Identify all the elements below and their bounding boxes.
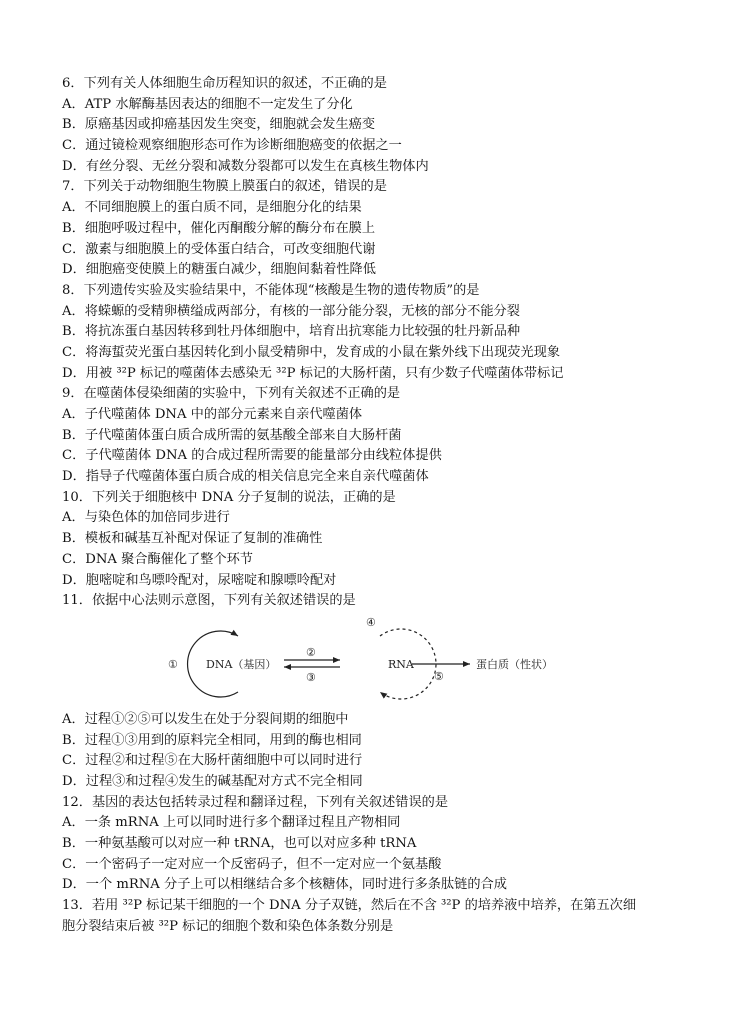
question-stem-line-2: 胞分裂结束后被 ³²P 标记的细胞个数和染色体条数分别是 — [62, 918, 394, 934]
option-a: A．与染色体的加倍同步进行 — [62, 510, 230, 526]
central-dogma-svg — [62, 614, 682, 710]
question-6 — [62, 74, 682, 177]
question-stem: 8．下列遗传实验及实验结果中，不能体现“核酸是生物的遗传物质”的是 — [62, 282, 480, 298]
option-d: D．细胞癌变使膜上的糖蛋白减少，细胞间黏着性降低 — [62, 262, 376, 278]
option-d: D．过程③和过程④发生的碱基配对方式不完全相同 — [62, 773, 363, 789]
option-a: A．将蝾螈的受精卵横缢成两部分，有核的一部分能分裂，无核的部分不能分裂 — [62, 303, 520, 319]
label-process-3: ③ — [306, 670, 316, 684]
option-c: C．将海蜇荧光蛋白基因转化到小鼠受精卵中，发育成的小鼠在紫外线下出现荧光现象 — [62, 344, 561, 360]
option-a: A．过程①②⑤可以发生在处于分裂间期的细胞中 — [62, 711, 349, 727]
question-7 — [62, 177, 682, 280]
option-c: C．子代噬菌体 DNA 的合成过程所需要的能量部分由线粒体提供 — [62, 448, 442, 464]
option-a: A．ATP 水解酶基因表达的细胞不一定发生了分化 — [62, 96, 353, 112]
question-stem: 9．在噬菌体侵染细菌的实验中，下列有关叙述不正确的是 — [62, 386, 401, 402]
option-d: D．胞嘧啶和鸟嘌呤配对，尿嘧啶和腺嘌呤配对 — [62, 572, 337, 588]
option-d: D．一个 mRNA 分子上可以相继结合多个核糖体，同时进行多条肽链的合成 — [62, 877, 507, 893]
option-c: C．激素与细胞膜上的受体蛋白结合，可改变细胞代谢 — [62, 241, 376, 257]
label-protein: 蛋白质（性状） — [476, 657, 553, 671]
question-stem: 7．下列关于动物细胞生物膜上膜蛋白的叙述，错误的是 — [62, 179, 387, 195]
option-b: B．一种氨基酸可以对应一种 tRNA，也可以对应多种 tRNA — [62, 836, 417, 851]
question-13 — [62, 896, 682, 937]
question-list — [62, 74, 682, 937]
question-stem: 6．下列有关人体细胞生命历程知识的叙述，不正确的是 — [62, 76, 387, 91]
option-a: A．一条 mRNA 上可以同时进行多个翻译过程且产物相同 — [62, 815, 401, 831]
option-c: C．一个密码子一定对应一个反密码子，但不一定对应一个氨基酸 — [62, 856, 442, 872]
option-d: D．有丝分裂、无丝分裂和减数分裂都可以发生在真核生物体内 — [62, 158, 429, 174]
question-11 — [62, 591, 682, 792]
option-b: B．细胞呼吸过程中，催化丙酮酸分解的酶分布在膜上 — [62, 220, 376, 236]
label-process-4: ④ — [366, 615, 376, 629]
label-process-5: ⑤ — [434, 669, 444, 683]
central-dogma-diagram — [62, 614, 682, 710]
option-d: D．指导子代噬菌体蛋白质合成的相关信息完全来自亲代噬菌体 — [62, 469, 429, 485]
question-stem-line-1: 13．若用 ³²P 标记某干细胞的一个 DNA 分子双链，然后在不含 ³²P 的培养液中培养，在第五次细 — [62, 898, 637, 914]
option-b: B．子代噬菌体蛋白质合成所需的氨基酸全部来自大肠杆菌 — [62, 427, 402, 443]
question-12 — [62, 793, 682, 896]
option-d: D．用被 ³²P 标记的噬菌体去感染无 ³²P 标记的大肠杆菌，只有少数子代噬菌体带标记 — [62, 365, 564, 381]
option-b: B．将抗冻蛋白基因转移到牡丹体细胞中，培育出抗寒能力比较强的牡丹新品种 — [62, 324, 521, 340]
question-10 — [62, 488, 682, 591]
question-8 — [62, 281, 682, 384]
label-dna: DNA（基因） — [206, 657, 277, 671]
label-process-1: ① — [168, 657, 178, 671]
question-stem: 10．下列关于细胞核中 DNA 分子复制的说法，正确的是 — [62, 489, 396, 505]
option-a: A．子代噬菌体 DNA 中的部分元素来自亲代噬菌体 — [62, 407, 363, 422]
option-a: A．不同细胞膜上的蛋白质不同，是细胞分化的结果 — [62, 200, 362, 216]
option-b: B．原癌基因或抑癌基因发生突变，细胞就会发生癌变 — [62, 117, 376, 133]
question-stem: 11．依据中心法则示意图，下列有关叙述错误的是 — [62, 593, 356, 609]
option-b: B．过程①③用到的原料完全相同，用到的酶也相同 — [62, 732, 362, 748]
question-stem: 12．基因的表达包括转录过程和翻译过程，下列有关叙述错误的是 — [62, 794, 449, 810]
label-rna: RNA — [388, 657, 414, 671]
option-c: C．通过镜检观察细胞形态可作为诊断细胞癌变的依据之一 — [62, 138, 402, 154]
option-c: C．过程②和过程⑤在大肠杆菌细胞中可以同时进行 — [62, 753, 363, 769]
option-c: C．DNA 聚合酶催化了整个环节 — [62, 551, 253, 567]
option-b: B．模板和碱基互补配对保证了复制的准确性 — [62, 531, 323, 547]
question-9 — [62, 384, 682, 487]
label-process-2: ② — [306, 645, 316, 659]
